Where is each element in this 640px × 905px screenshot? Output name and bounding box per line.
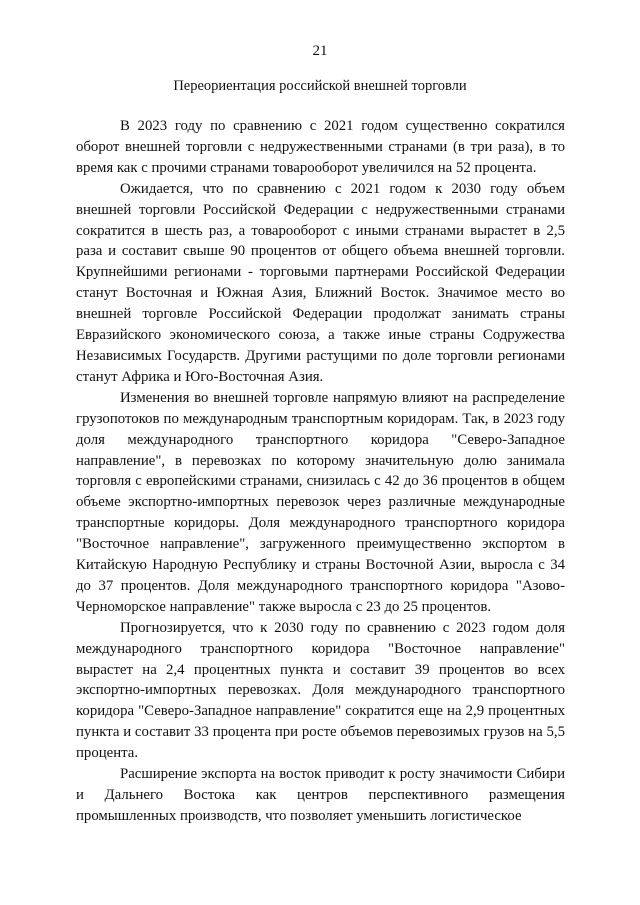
section-title: Переориентация российской внешней торговли	[173, 78, 467, 94]
paragraph-3: Изменения во внешней торговле напрямую влияют на распределение грузопотоков по международным транспортным коридорам. Так, в 2023 году доля международного транспортного коридора "Северо-Западное направление", в перевозках по которому значительную долю занимала торговля с европейскими странами, снизилась с 42 до 36 процентов в общем объеме экспортно-импортных перевозок через различные международные транспортные коридоры. Доля международного транспортного коридора "Восточное направление", загруженного преимущественно экспортом в Китайскую Народную Республику и страны Восточной Азии, выросла с 34 до 37 процентов. Доля международного транспортного коридора "Азово-Черноморское направление" также выросла с 23 до 25 процентов.	[76, 389, 565, 615]
page-number: 21	[312, 43, 328, 59]
paragraph-5: Расширение экспорта на восток приводит к росту значимости Сибири и Дальнего Востока как центров перспективного размещения промышленных производств, что позволяет уменьшить логистическое	[76, 766, 565, 824]
paragraph-1: В 2023 году по сравнению с 2021 годом существенно сократился оборот внешней торговли с недружественными странами (в три раза), в то время как с прочими странами товарооборот увеличился на 52 процента.	[76, 118, 565, 176]
paragraph-4: Прогнозируется, что к 2030 году по сравнению с 2023 годом доля международного транспортного коридора "Восточное направление" вырастет на 2,4 процентных пункта и составит 39 процентов во всех экспортно-импортных перевозках. Доля международного транспортного коридора "Северо-Западное направление" сократится еще на 2,9 процентных пункта и составит 33 процента при росте объемов перевозимых грузов на 5,5 процента.	[76, 619, 565, 762]
body-text	[76, 116, 565, 827]
paragraph-2: Ожидается, что по сравнению с 2021 годом к 2030 году объем внешней торговли Российской Федерации с недружественными странами сократится в шесть раз, а товарооборот с иными странами вырастет в 2,5 раза и составит свыше 90 процентов от общего объема внешней торговли. Крупнейшими регионами - торговыми партнерами Российской Федерации станут Восточная и Южная Азия, Ближний Восток. Значимое место во внешней торговле Российской Федерации продолжат занимать страны Евразийского экономического союза, а также иные страны Содружества Независимых Государств. Другими растущими по доле торговли регионами станут Африка и Юго-Восточная Азия.	[76, 180, 565, 385]
